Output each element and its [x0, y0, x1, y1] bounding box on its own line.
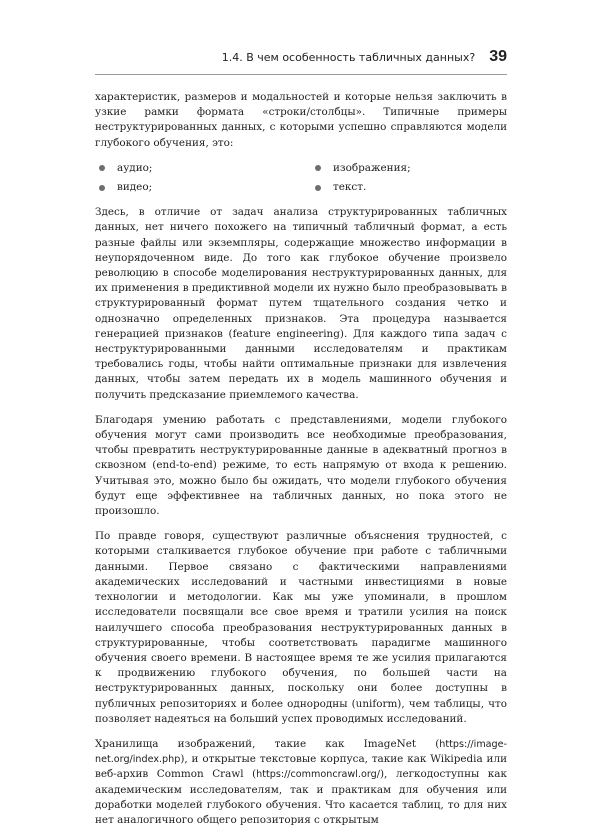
- list-item: [311, 161, 507, 176]
- bullet-dot-icon: [99, 185, 105, 191]
- list-item: [95, 180, 291, 195]
- bullet-dot-icon: [99, 165, 105, 171]
- bullet-text: текст.: [333, 181, 367, 194]
- imagenet-link[interactable]: https://image-net.org/index.php: [95, 738, 507, 766]
- bullet-dot-icon: [315, 165, 321, 171]
- page-number: 39: [489, 48, 507, 65]
- paragraph-5-text-b: ), и открытые текстовые корпуса, такие как Wikipedia или веб-архив Common Crawl (: [95, 753, 507, 781]
- list-item: [311, 180, 507, 195]
- paragraph-2: Здесь, в отличие от задач анализа структурированных табличных данных, нет ничего похожего на типичный табличный формат, а есть разные файлы или экземпляры, содержащие множество информации в неупорядоченном виде. До того как глубокое обучение произвело революцию в способе моделирования неструктурированных данных, для их применения в предиктивной модели их нужно было преобразовывать в структурированный формат путем тщательного создания четко и однозначно определенных признаков. Эта процедура называется генерацией признаков (feature engineering). Для каждого типа задач с неструктурированными данными исследователям и практикам требовались годы, чтобы найти оптимальные признаки для извлечения данных, чтобы затем передать их в модель машинного обучения и получить предсказание приемлемого качества.: [95, 206, 507, 401]
- list-item: [95, 161, 291, 176]
- paragraph-5-text-a: Хранилища изображений, такие как ImageNet (: [95, 737, 440, 750]
- bullet-text: аудио;: [117, 161, 153, 174]
- paragraph-5: [95, 737, 507, 828]
- commoncrawl-link[interactable]: https://commoncrawl.org/: [256, 769, 380, 781]
- running-title: 1.4. В чем особенность табличных данных?: [221, 51, 476, 64]
- bullet-text: изображения;: [333, 161, 411, 174]
- bullet-dot-icon: [315, 185, 321, 191]
- paragraph-4: По правде говоря, существуют различные объяснения трудностей, с которыми сталкивается глубокое обучение при работе с табличными данными. Первое связано с фактическими направлениями академических исследований и частными инвестициями в новые технологии и методологии. Как мы уже упоминали, в прошлом исследователи посвящали все свое время и тратили усилия на поиск наилучшего способа преобразования неструктурированных данных в структурированные, чтобы соответствовать парадигме машинного обучения своего времени. В настоящее время те же усилия прилагаются к продвижению глубокого обучения, по большей части на неструктурированных данных, поскольку они более доступны в публичных репозиториях и более однородны (uniform), чем таблицы, что позволяет надеяться на больший успех проводимых исследований.: [95, 530, 507, 725]
- bullet-list: [95, 161, 507, 195]
- page-header: [95, 48, 507, 70]
- header-rule: [95, 74, 507, 75]
- paragraph-5-text-c: ), легкодоступны как академическим исследователям, так и практикам для обучения или доработки моделей глубокого обучения. Что касается таблиц, то для них нет аналогичного общего репозитория с открытым: [95, 768, 507, 826]
- paragraph-3: Благодаря умению работать с представлениями, модели глубокого обучения могут сами производить все необходимые преобразования, чтобы превратить неструктурированные данные в адекватный прогноз в сквозном (end-to-end) режиме, то есть напрямую от входа к решению. Учитывая это, можно было бы ожидать, что модели глубокого обучения будут еще эффективнее на табличных данных, но пока этого не произошло.: [95, 413, 507, 518]
- bullet-text: видео;: [117, 181, 153, 194]
- paragraph-1: характеристик, размеров и модальностей и которые нельзя заключить в узкие рамки формата «строки/столбцы». Типичные примеры неструктурированных данных, с которыми успешно справляются модели глубокого обучения, это:: [95, 91, 507, 149]
- body-text: [95, 90, 507, 838]
